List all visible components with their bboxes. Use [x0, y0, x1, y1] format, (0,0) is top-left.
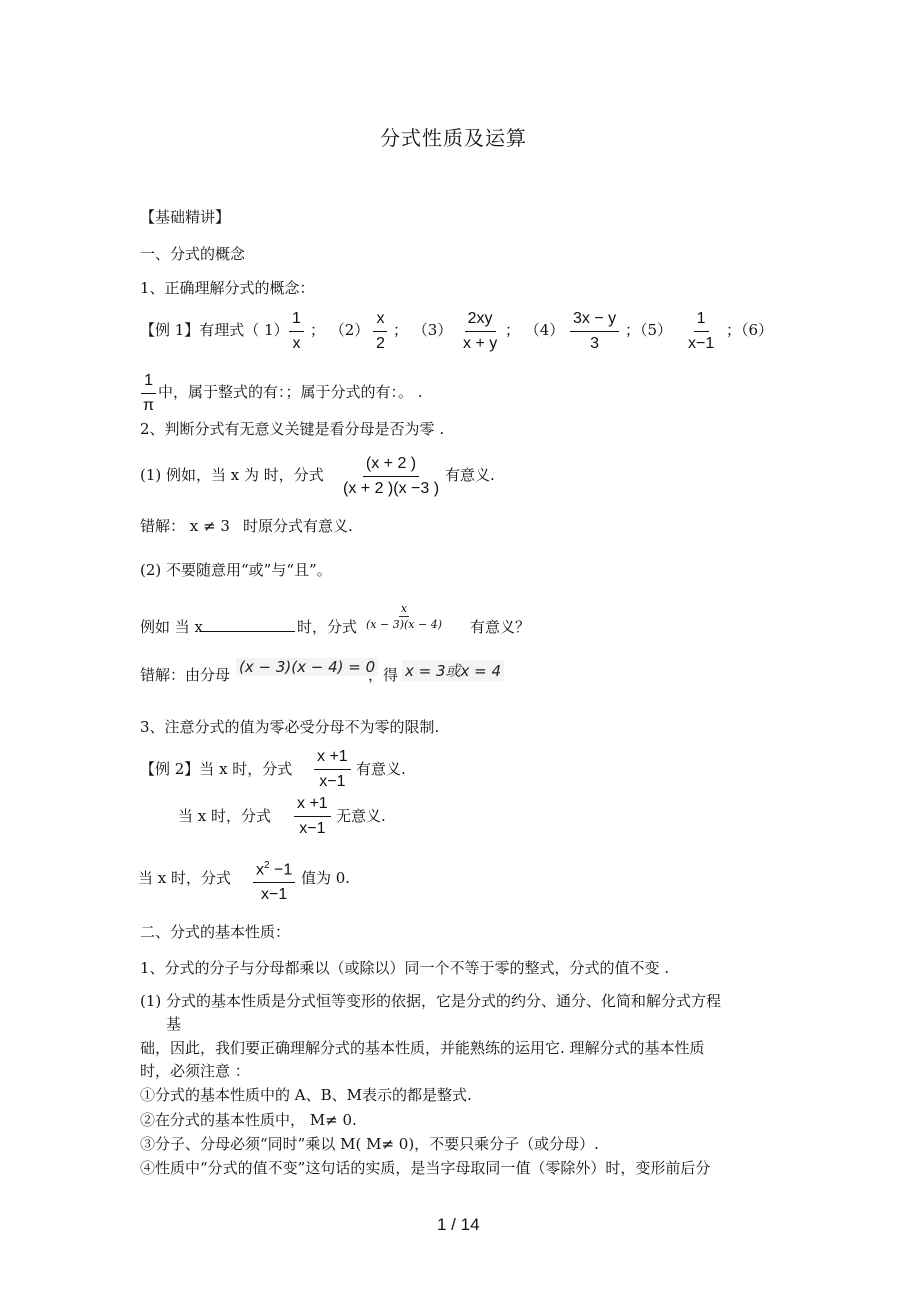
page-title: 分式性质及运算 — [380, 126, 527, 150]
example2-line3-label: 当 x 时，分式 — [138, 869, 231, 887]
example1-label: 【例 1】有理式（ 1） — [140, 321, 289, 339]
example1-sep-2: ； （2） — [310, 321, 370, 339]
fraction-numerator: 2xy — [465, 309, 496, 332]
example2-fraction-3 — [253, 856, 295, 905]
example2-fraction-2 — [294, 794, 331, 839]
wrong-solution-2-equation: (x − 3)(x − 4) = 0 — [236, 658, 378, 676]
fraction-numerator: 1 — [694, 309, 709, 332]
example1-fraction-6 — [140, 371, 157, 416]
example2-line2-label: 当 x 时，分式 — [178, 807, 271, 825]
part2-paragraph-line2: 基 — [166, 1015, 182, 1033]
example-b: (2) 不要随意用“或”与“且”。 — [140, 561, 332, 579]
example-b2-fraction — [364, 602, 444, 631]
fraction-denominator: 2 — [376, 335, 385, 352]
example2-line1-suffix: 有意义. — [356, 760, 406, 778]
example-a-prefix: (1) 例如，当 x 为 时，分式 — [140, 466, 324, 484]
example1-fraction-5 — [685, 309, 717, 354]
fraction-denominator: x−1 — [299, 820, 326, 837]
example1-sep-5: ；（5） — [625, 321, 673, 339]
answer-blank[interactable] — [200, 617, 295, 632]
numerator-base: x — [256, 861, 264, 879]
example2-line2-suffix: 无意义. — [336, 807, 386, 825]
part1-item2: 2、判断分式有无意义关键是看分母是否为零 . — [140, 420, 445, 438]
fraction-numerator: 1 — [289, 309, 304, 332]
fraction-denominator: x−1 — [261, 886, 288, 904]
part1-item3: 3、注意分式的值为零必受分母不为零的限制. — [140, 718, 440, 736]
example2-fraction-1 — [314, 747, 351, 792]
part2-paragraph-line4: 时，必须注意 ： — [140, 1062, 250, 1080]
example-a-fraction — [340, 454, 442, 499]
note-3: ③分子、分母必须“同时”乘以 M( M≠ 0)，不要只乘分子（或分母）. — [140, 1135, 599, 1153]
example-b2-prefix: 例如 当 x — [140, 618, 203, 636]
part2-paragraph-line1: (1) 分式的基本性质是分式恒等变形的依据，它是分式的约分、通分、化简和解分式方程 — [140, 992, 722, 1010]
fraction-denominator: (x + 2 )(x −3 ) — [343, 480, 440, 497]
fraction-denominator: 3 — [590, 335, 600, 352]
wrong-solution-2-result: x = 3或x = 4 — [402, 660, 504, 681]
part1-item1: 1、正确理解分式的概念： — [140, 279, 315, 297]
fraction-numerator: (x + 2 ) — [363, 454, 419, 477]
fraction-numerator: x +1 — [314, 747, 351, 770]
fraction-denominator: (x − 3)(x − 4) — [366, 618, 442, 631]
numerator-rest: −1 — [269, 861, 293, 879]
fraction-denominator: x + y — [463, 335, 498, 352]
fraction-denominator: x — [292, 335, 301, 352]
part2-item1: 1、分式的分子与分母都乘以（或除以）同一个不等于零的整式，分式的值不变 . — [140, 959, 670, 977]
note-1: ①分式的基本性质中的 A、B、M表示的都是整式. — [140, 1086, 472, 1104]
note-4: ④性质中“分式的值不变”这句话的实质，是当字母取同一值（零除外）时，变形前后分 — [140, 1159, 711, 1177]
example1-sep-6: ；（6） — [726, 321, 774, 339]
wrong-solution-1-suffix: 时原分式有意义. — [243, 517, 353, 535]
example1-fraction-3 — [460, 309, 500, 354]
note-2: ②在分式的基本性质中， M≠ 0. — [140, 1111, 357, 1129]
fraction-denominator: x−1 — [688, 335, 715, 352]
example1-fraction-4 — [570, 309, 619, 354]
example1-fraction-2 — [373, 309, 388, 354]
example-b2-mid: 时，分式 — [297, 618, 358, 636]
part2-paragraph-line3: 础，因此，我们要正确理解分式的基本性质，并能熟练的运用它. 理解分式的基本性质 — [140, 1039, 705, 1057]
part1-heading: 一、分式的概念 — [140, 245, 246, 263]
part2-heading: 二、分式的基本性质： — [140, 923, 291, 941]
example2-line3-suffix: 值为 0. — [301, 869, 351, 887]
fraction-numerator: x — [373, 309, 387, 332]
example-a-suffix: 有意义. — [445, 466, 495, 484]
wrong-solution-1-prefix: 错解： x ≠ 3 — [140, 517, 230, 535]
fraction-numerator — [253, 856, 295, 883]
wrong-solution-2-prefix: 错解：由分母 — [140, 666, 231, 684]
example1-sep-4: ； （4） — [505, 321, 565, 339]
section-header: 【基础精讲】 — [140, 208, 231, 226]
example1-fraction-1 — [289, 309, 304, 354]
example2-line1-label: 【例 2】当 x 时，分式 — [140, 760, 293, 778]
fraction-numerator: 3x − y — [570, 309, 619, 332]
numerator-exponent: 2 — [264, 860, 270, 871]
wrong-solution-2-mid: ，得 — [368, 666, 399, 684]
fraction-numerator: 1 — [141, 371, 156, 394]
fraction-denominator: x−1 — [319, 773, 346, 790]
fraction-numerator: x — [400, 602, 408, 615]
example1-sep-3: ； （3） — [393, 321, 453, 339]
page-number: 1 / 14 — [437, 1215, 480, 1234]
fraction-numerator: x +1 — [294, 794, 331, 817]
fraction-denominator: π — [143, 397, 155, 414]
example-b2-suffix: 有意义？ — [470, 618, 531, 636]
example1-tail: 中，属于整式的有：；属于分式的有：。 . — [158, 383, 423, 401]
